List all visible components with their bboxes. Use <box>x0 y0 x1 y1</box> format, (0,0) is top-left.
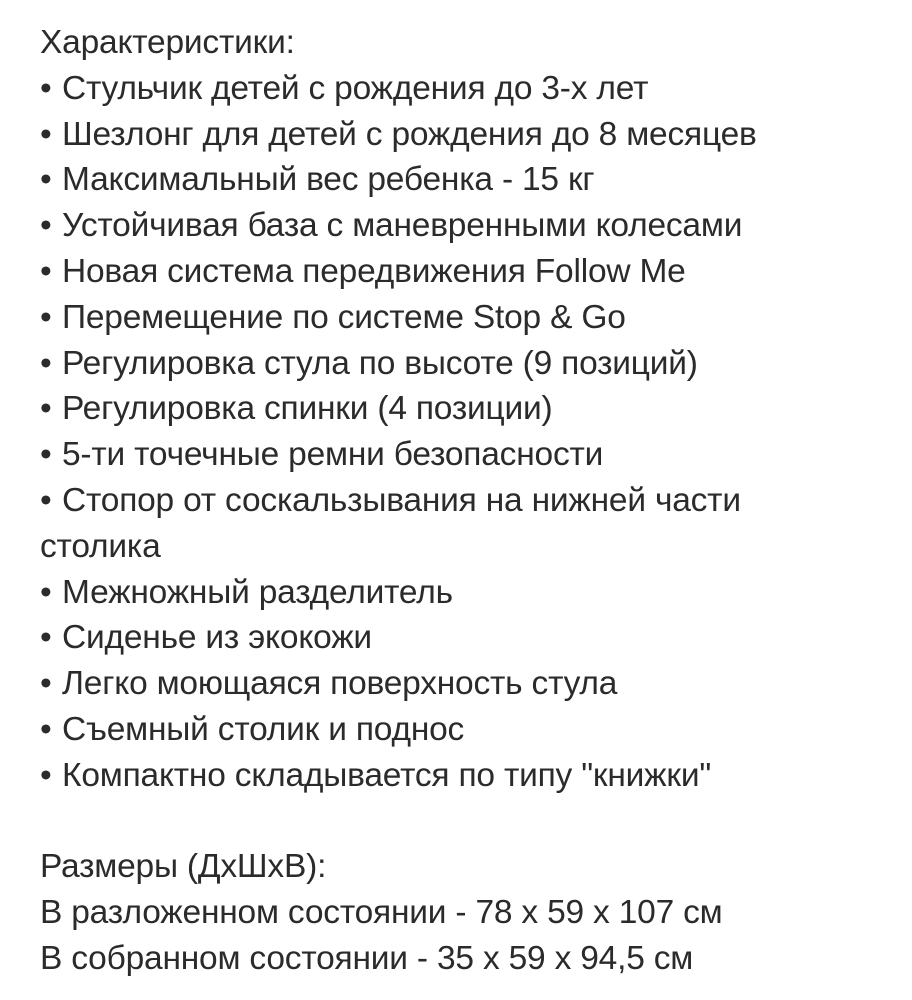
spec-item <box>40 157 906 203</box>
spec-item <box>40 386 906 432</box>
spec-item <box>40 707 906 753</box>
spec-item-text: Регулировка стула по высоте (9 позиций) <box>62 344 698 382</box>
dimensions-heading: Размеры (ДхШхВ): <box>40 848 327 886</box>
bullet-icon: • <box>40 665 52 703</box>
specs-heading: Характеристики: <box>40 24 295 61</box>
spec-item-text: Шезлонг для детей с рождения до 8 месяцев <box>62 115 757 153</box>
bullet-icon: • <box>40 252 52 290</box>
spec-item-text: Перемещение по системе Stop & Go <box>62 298 626 336</box>
spec-item-text: Новая система передвижения Follow Me <box>62 252 686 290</box>
bullet-icon: • <box>40 710 52 748</box>
spec-item-text: Устойчивая база с маневренными колесами <box>62 207 743 245</box>
product-description <box>40 20 906 982</box>
spec-item <box>40 661 906 707</box>
bullet-icon: • <box>40 344 52 382</box>
spec-item <box>40 203 906 249</box>
spec-item <box>40 478 906 524</box>
spec-item-text: Межножный разделитель <box>62 573 453 611</box>
bullet-icon: • <box>40 69 52 107</box>
spec-item <box>40 615 906 661</box>
spec-item-text: Съемный столик и поднос <box>62 710 465 748</box>
spec-item <box>40 295 906 341</box>
dimensions-unfolded: В разложенном состоянии - 78 х 59 х 107 см <box>40 894 723 932</box>
bullet-icon: • <box>40 298 52 336</box>
bullet-icon: • <box>40 115 52 153</box>
spec-item <box>40 66 906 112</box>
spec-item-text: 5-ти точечные ремни безопасности <box>62 436 604 474</box>
bullet-icon: • <box>40 161 52 199</box>
spec-item-continuation: столика <box>40 527 161 565</box>
spec-item <box>40 341 906 387</box>
bullet-icon: • <box>40 481 52 519</box>
bullet-icon: • <box>40 207 52 245</box>
spec-item <box>40 753 906 799</box>
section-spacer <box>40 799 906 845</box>
spec-item <box>40 570 906 616</box>
spec-item <box>40 432 906 478</box>
spec-item-text: Компактно складывается по типу "книжки" <box>62 756 712 794</box>
spec-item <box>40 112 906 158</box>
spec-item-text: Стопор от соскальзывания на нижней части <box>62 481 741 519</box>
dimensions-folded: В собранном состоянии - 35 х 59 х 94,5 см <box>40 939 694 977</box>
bullet-icon: • <box>40 390 52 428</box>
spec-item-text: Легко моющаяся поверхность стула <box>62 665 618 703</box>
spec-item-text: Сиденье из экокожи <box>62 619 372 657</box>
spec-item-text: Регулировка спинки (4 позиции) <box>62 390 553 428</box>
bullet-icon: • <box>40 756 52 794</box>
bullet-icon: • <box>40 573 52 611</box>
spec-item-text: Стульчик детей с рождения до 3-х лет <box>62 69 649 107</box>
bullet-icon: • <box>40 436 52 474</box>
spec-item <box>40 249 906 295</box>
bullet-icon: • <box>40 619 52 657</box>
spec-item-text: Максимальный вес ребенка - 15 кг <box>62 161 595 199</box>
